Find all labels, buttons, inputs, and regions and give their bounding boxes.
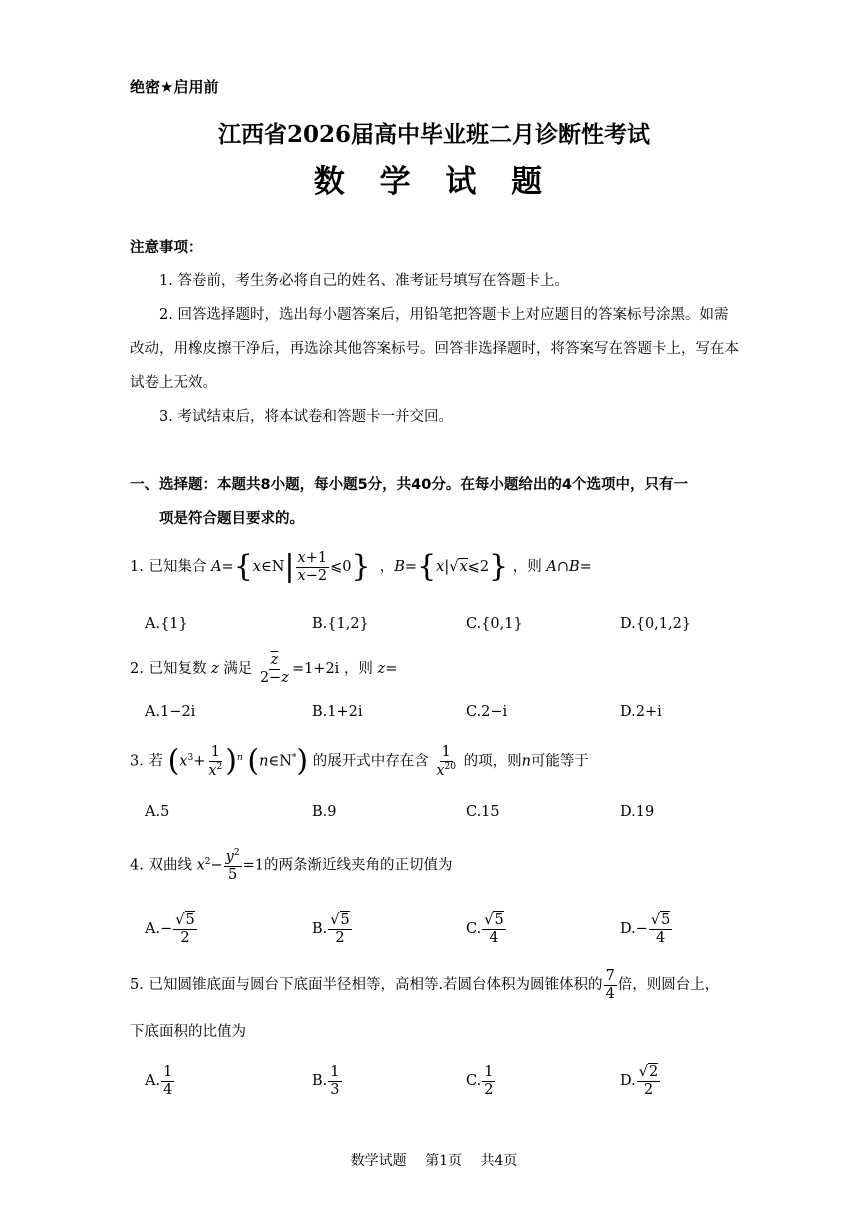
q4-option-a: A.− $\frac{√5}{2}$ <box>145 912 195 946</box>
question-2: 2. 已知复数 z 满足 $\frac{\overline{z}}{2-z}$ =1+2i ，则 z= <box>130 652 398 686</box>
q1-number: 1. <box>130 559 144 576</box>
q1-option-d: D.{0,1,2} <box>620 616 692 632</box>
q3-option-b: B.9 <box>312 804 337 820</box>
section-line-1: 一、选择题：本题共8小题，每小题5分，共40分。在每小题给出的4个选项中，只有一 <box>130 477 688 493</box>
section-line-2: 项是符合题目要求的。 <box>159 511 304 527</box>
q5-line-1: 已知圆锥底面与圆台下底面半径相等，高相等.若圆台体积为圆锥体积的 <box>148 977 603 994</box>
q1-option-c: C.{0,1} <box>466 616 523 632</box>
q1-text-a: 已知集合 <box>148 559 207 576</box>
q3-text-c: 的项，则 <box>463 753 522 770</box>
q4-number: 4. <box>130 857 144 874</box>
q2-text-a: 已知复数 <box>148 661 207 678</box>
q1-option-b: B.{1,2} <box>312 616 369 632</box>
q4-text-a: 双曲线 <box>148 857 192 874</box>
q3-text-b: 的展开式中存在含 <box>312 753 429 770</box>
q3-option-d: D.19 <box>620 804 655 820</box>
q2-option-d: D.2+i <box>620 704 662 720</box>
q3-option-a: A.5 <box>145 804 170 820</box>
q5-option-a: A. $\frac{1}{4}$ <box>145 1064 173 1098</box>
q5-line-2: 下底面积的比值为 <box>130 1024 246 1040</box>
q2-text-b: 满足 <box>223 661 253 678</box>
exam-title: 江西省2026届高中毕业班二月诊断性考试 <box>217 121 650 148</box>
notice-item-2: 2. 回答选择题时，选出每小题答案后，用铅笔把答题卡上对应题目的答案标号涂黑。如需改动，用橡皮擦干净后，再选涂其他答案标号。回答非选择题时，将答案写在答题卡上，写在本试卷上无效。 <box>130 307 739 391</box>
notice-heading: 注意事项： <box>130 240 203 256</box>
q4-option-d: D.− $\frac{√5}{4}$ <box>620 912 671 946</box>
notice-item-1: 1. 答卷前，考生务必将自己的姓名、准考证号填写在答题卡上。 <box>159 273 569 289</box>
q3-text-a: 若 <box>148 753 163 770</box>
q2-option-b: B.1+2i <box>312 704 363 720</box>
subject-title: 数 学 试 题 <box>313 164 555 200</box>
q4-option-b: B. $\frac{√5}{2}$ <box>312 912 350 946</box>
q2-text-c: ，则 <box>343 661 373 678</box>
q5-number: 5. <box>130 977 144 994</box>
q5-option-c: C. $\frac{1}{2}$ <box>466 1064 494 1098</box>
question-5: 5. 已知圆锥底面与圆台下底面半径相等，高相等.若圆台体积为圆锥体积的 $\frac{7}{4}$ 倍，则圆台上， <box>130 968 720 1002</box>
q5-option-b: B. $\frac{1}{3}$ <box>312 1064 340 1098</box>
notice-item-3: 3. 考试结束后，将本试卷和答题卡一并交回。 <box>159 409 453 425</box>
q4-text-b: 的两条渐近线夹角的正切值为 <box>263 857 453 874</box>
q2-option-c: C.2−i <box>466 704 508 720</box>
q2-number: 2. <box>130 661 144 678</box>
q3-text-d: 可能等于 <box>530 753 589 770</box>
q1-option-a: A.{1} <box>145 616 188 632</box>
q5-line-1b: 倍，则圆台上， <box>617 977 720 994</box>
section-heading <box>130 468 742 536</box>
question-3: 3. 若 ($x^3+$ $\frac{1}{x^2}$ )$^n$ (n∈N*) 的展开式中存在含 $\frac{1}{x^{20}}$ 的项，则n可能等于 <box>130 743 589 779</box>
question-1: 1. 已知集合 A={x∈N| $\frac{x+1}{x-2}$ ⩽0} ，B={x|√x⩽2} ，则 A∩B= <box>130 549 592 585</box>
q5-option-d: D. $\frac{√2}{2}$ <box>620 1064 659 1098</box>
confidential-label: 绝密★启用前 <box>130 78 219 96</box>
q3-option-c: C.15 <box>466 804 500 820</box>
question-4: 4. 双曲线 $x^2-$ $\frac{y^2}{5}$ =1的两条渐近线夹角的正切值为 <box>130 848 453 883</box>
q4-option-c: C. $\frac{√5}{4}$ <box>466 912 504 946</box>
q2-option-a: A.1−2i <box>145 704 196 720</box>
q3-number: 3. <box>130 753 144 770</box>
q1-text-b: ，则 <box>512 559 542 576</box>
page-footer: 数学试题 第1页 共4页 <box>350 1153 518 1169</box>
